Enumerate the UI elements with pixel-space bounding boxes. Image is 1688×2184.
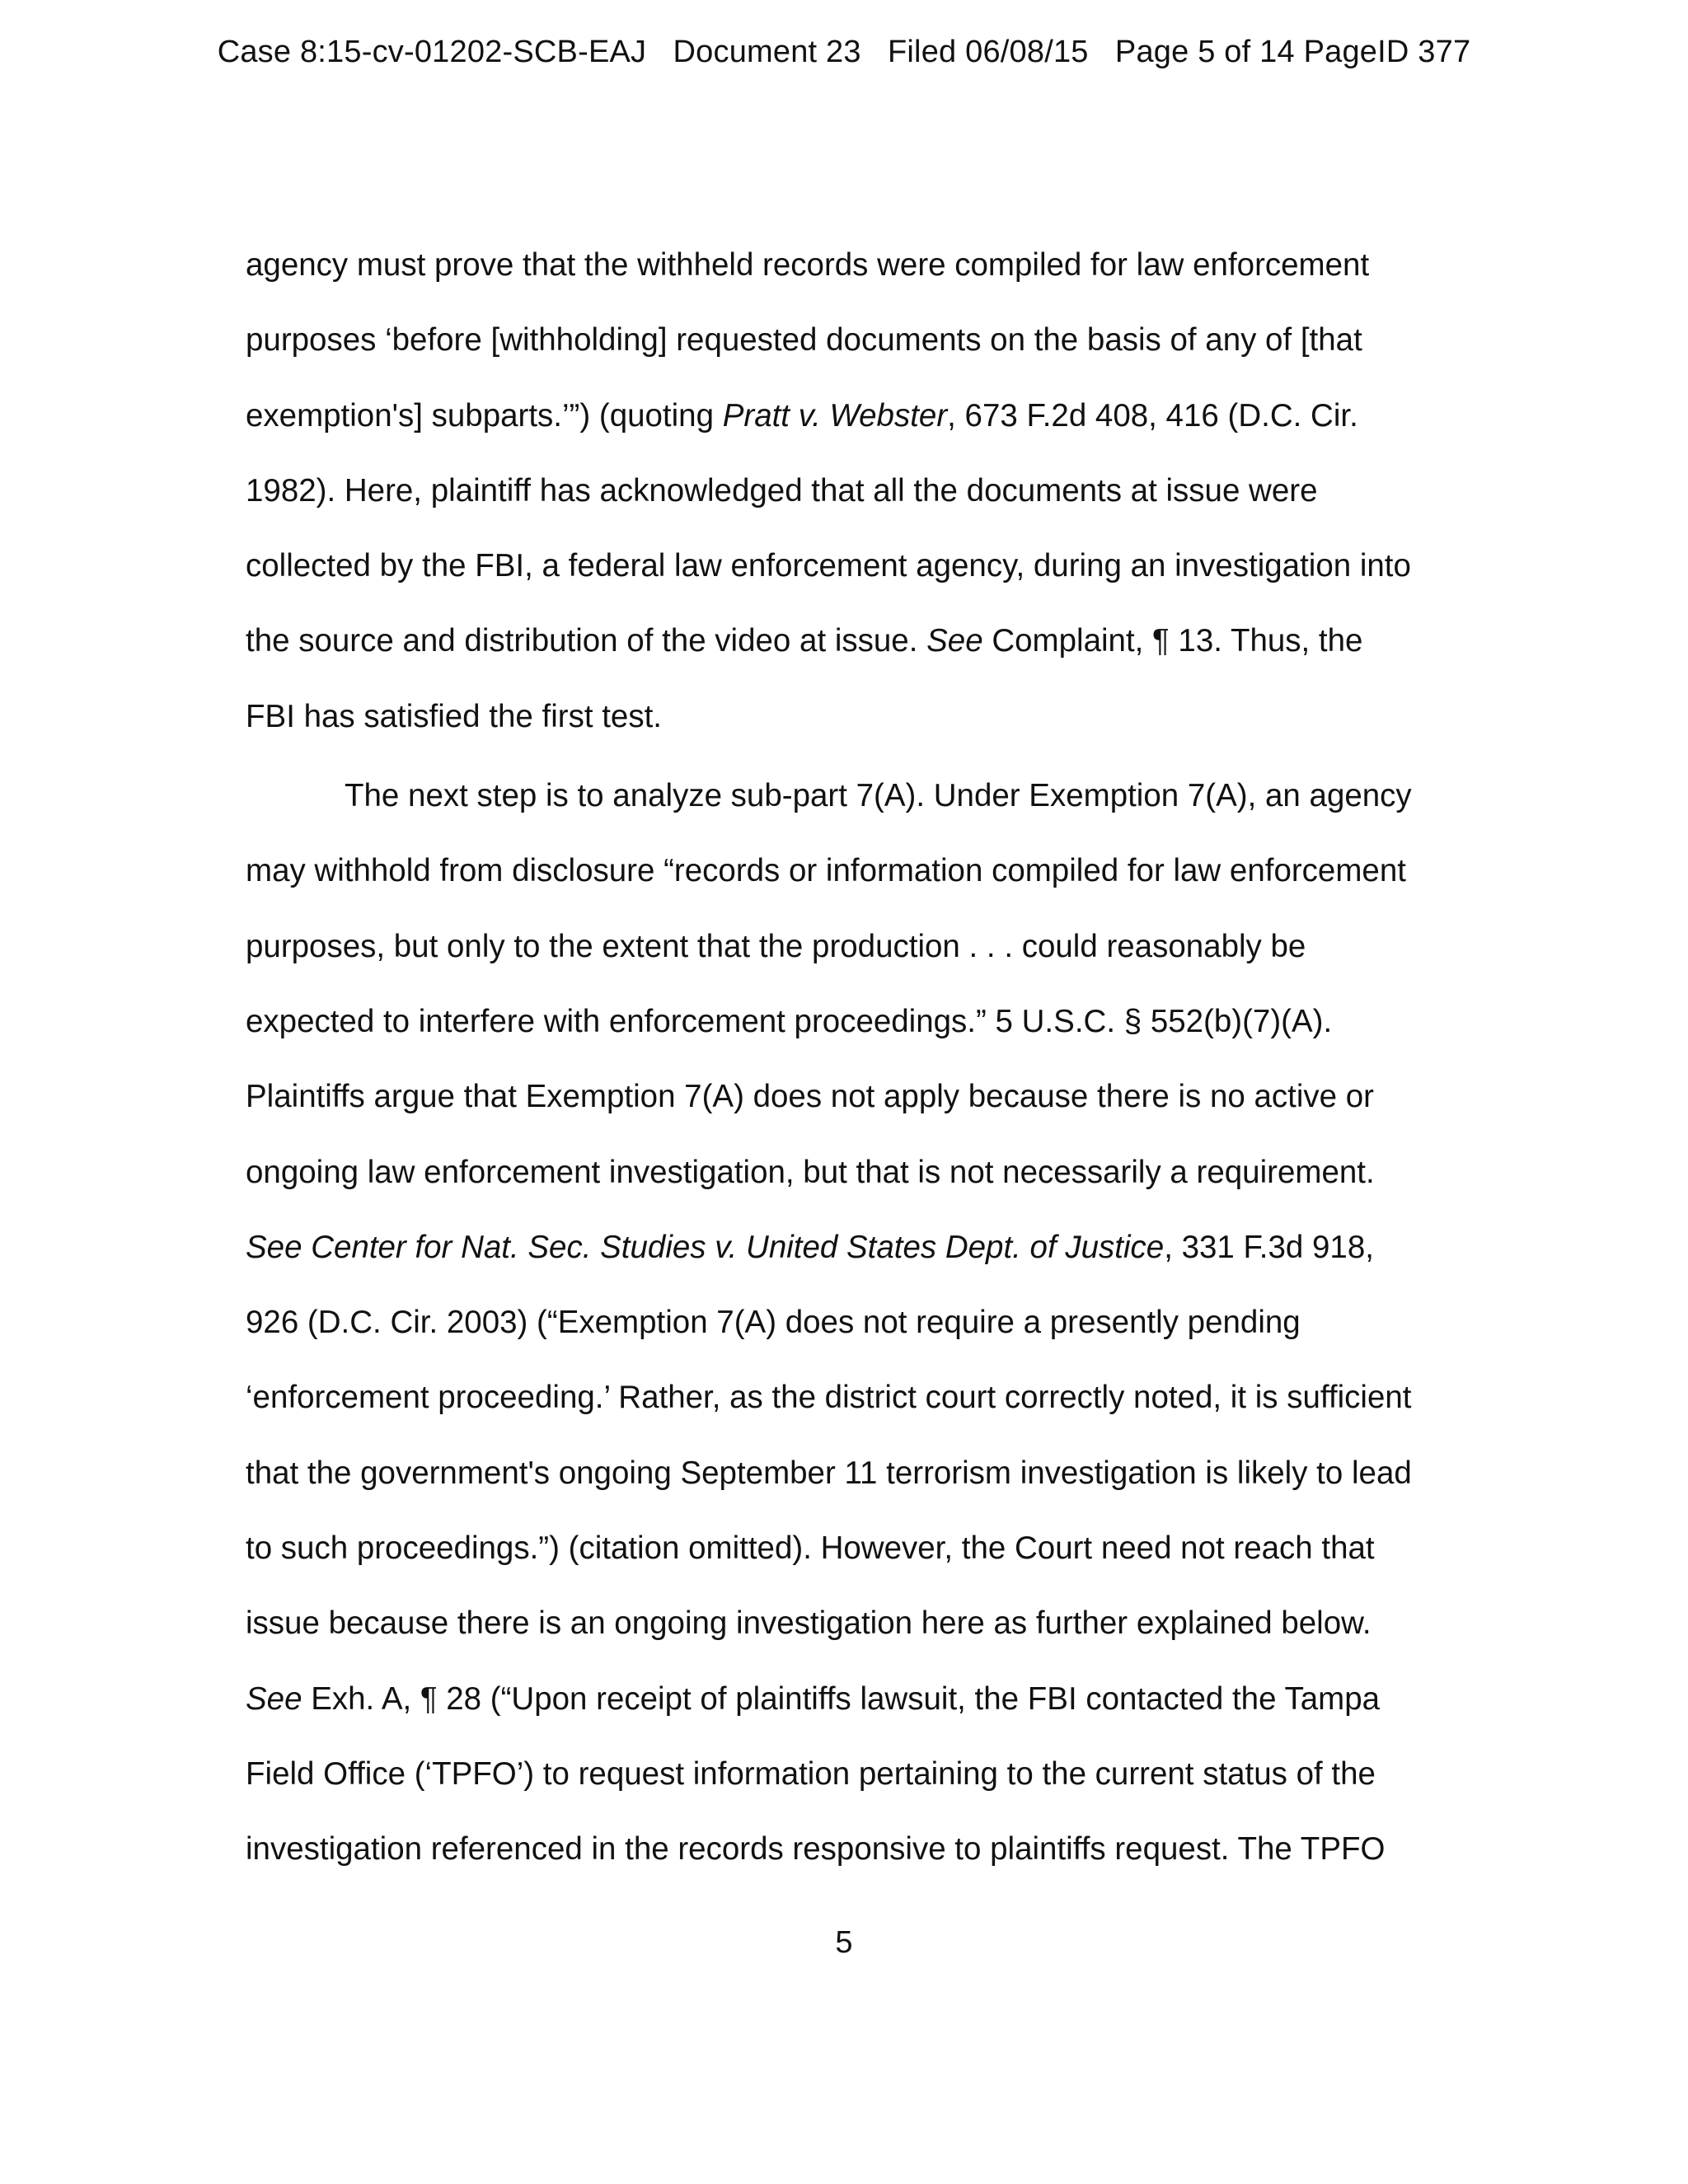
text-line: that the government's ongoing September 11 terrorism investigation is likely to lead xyxy=(246,1455,1412,1491)
case-citation: See Center for Nat. Sec. Studies v. United States Dept. of Justice xyxy=(246,1229,1165,1265)
text-line: purposes ‘before [withholding] requested documents on the basis of any of [that xyxy=(246,322,1362,359)
text-line: may withhold from disclosure “records or information compiled for law enforcement xyxy=(246,853,1406,889)
text-line: collected by the FBI, a federal law enforcement agency, during an investigation into xyxy=(246,548,1411,584)
text-line: to such proceedings.”) (citation omitted). However, the Court need not reach that xyxy=(246,1530,1375,1567)
case-citation: Pratt v. Webster xyxy=(722,397,948,434)
text-line: issue because there is an ongoing investigation here as further explained below. xyxy=(246,1605,1372,1642)
paragraph-first-line: The next step is to analyze sub-part 7(A). Under Exemption 7(A), an agency xyxy=(345,778,1412,814)
text-line: ‘enforcement proceeding.’ Rather, as the district court correctly noted, it is sufficient xyxy=(246,1380,1412,1416)
text-line: purposes, but only to the extent that the production . . . could reasonably be xyxy=(246,928,1306,964)
text-line: 926 (D.C. Cir. 2003) (“Exemption 7(A) does not require a presently pending xyxy=(246,1305,1301,1341)
case-header: Case 8:15-cv-01202-SCB-EAJ Document 23 Filed 06/08/15 Page 5 of 14 PageID 377 xyxy=(217,35,1471,69)
text-line: See Exh. A, ¶ 28 (“Upon receipt of plaintiffs lawsuit, the FBI contacted the Tampa xyxy=(246,1680,1381,1717)
text-line: FBI has satisfied the first test. xyxy=(246,698,662,734)
text-line: ongoing law enforcement investigation, but that is not necessarily a requirement. xyxy=(246,1154,1375,1190)
text-line: agency must prove that the withheld records were compiled for law enforcement xyxy=(246,247,1370,283)
text-line: See Center for Nat. Sec. Studies v. United States Dept. of Justice, 331 F.3d 918, xyxy=(246,1229,1374,1265)
text-line: Plaintiffs argue that Exemption 7(A) does not apply because there is no active or xyxy=(246,1079,1374,1115)
signal-word: See xyxy=(926,623,983,659)
text-line: exemption's] subparts.’”) (quoting Pratt v. Webster, 673 F.2d 408, 416 (D.C. Cir. xyxy=(246,397,1358,434)
text-line: expected to interfere with enforcement proceedings.” 5 U.S.C. § 552(b)(7)(A). xyxy=(246,1003,1333,1039)
text-line: investigation referenced in the records responsive to plaintiffs request. The TPFO xyxy=(246,1831,1386,1868)
signal-word: See xyxy=(246,1680,302,1717)
body-text xyxy=(246,241,1482,1900)
page-number: 5 xyxy=(835,1925,853,1960)
text-line: 1982). Here, plaintiff has acknowledged that all the documents at issue were xyxy=(246,472,1318,509)
text-line: the source and distribution of the video at issue. See Complaint, ¶ 13. Thus, the xyxy=(246,623,1363,659)
text-line: Field Office (‘TPFO’) to request information pertaining to the current status of the xyxy=(246,1755,1376,1792)
